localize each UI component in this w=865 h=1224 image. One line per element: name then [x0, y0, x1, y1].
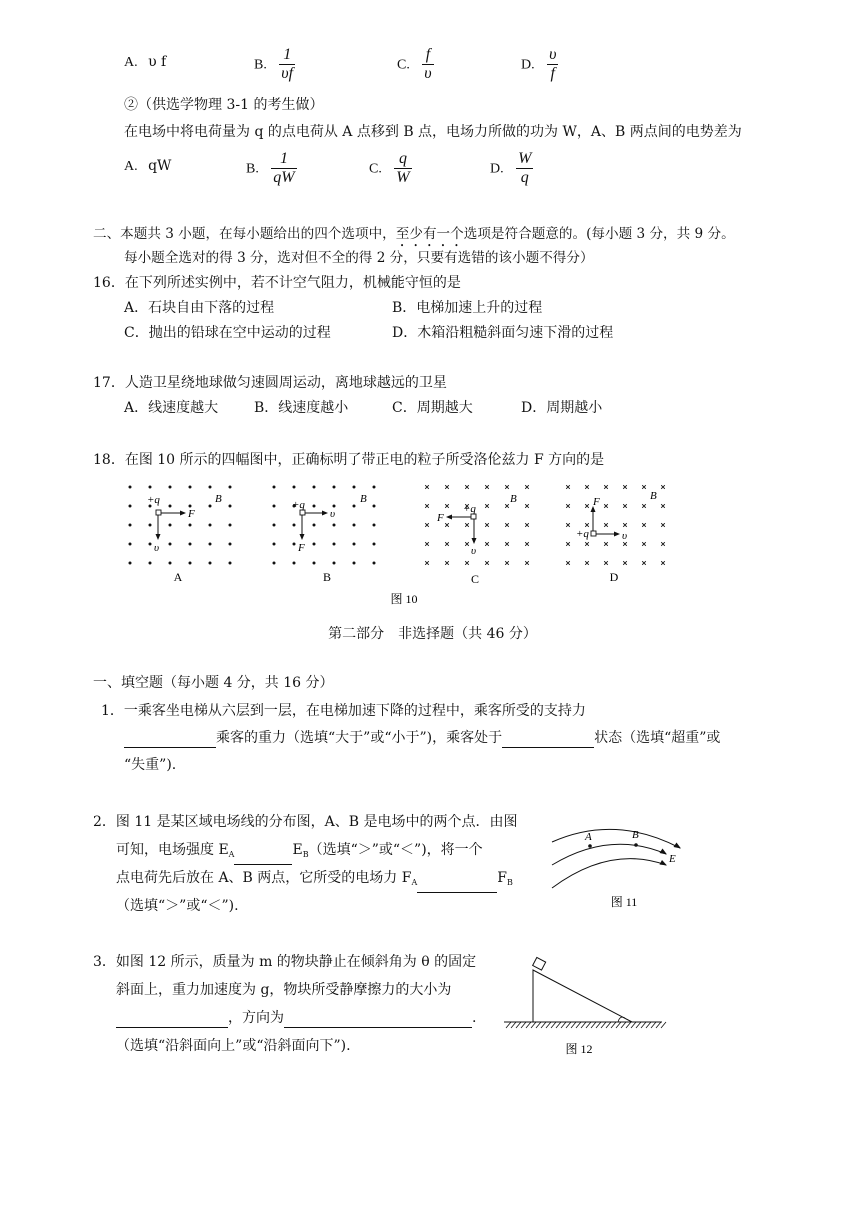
- answer-blank[interactable]: [124, 729, 216, 748]
- hatch-line: [631, 1022, 636, 1028]
- field-cross: [445, 504, 449, 508]
- hatch-line: [661, 1022, 666, 1028]
- field-cross: [585, 561, 589, 565]
- part2-title: 第二部分 非选择题（共 46 分）: [328, 626, 537, 642]
- field-dot: [333, 543, 336, 546]
- hatch-line: [596, 1022, 601, 1028]
- field-label: B: [360, 493, 367, 505]
- field-dot: [229, 486, 232, 489]
- field-cross: [465, 485, 469, 489]
- fraction: $\frac{\upsilon}{f}$: [549, 46, 557, 82]
- figure-12-caption: 图 12: [565, 1042, 593, 1056]
- velocity-label: υ: [154, 542, 160, 554]
- fill2-line4: （选填“＞”或“＜”).: [116, 898, 239, 914]
- hatch-line: [616, 1022, 621, 1028]
- field-cross: [585, 542, 589, 546]
- answer-blank[interactable]: [502, 729, 594, 748]
- field-dot: [333, 486, 336, 489]
- field-dot: [313, 486, 316, 489]
- arrow-head: [674, 843, 682, 849]
- field-dot: [129, 505, 132, 508]
- fill3-line1: 3．如图 12 所示，质量为 m 的物块静止在倾斜角为 θ 的固定: [93, 954, 477, 970]
- field-cross: [566, 542, 570, 546]
- answer-blank[interactable]: [116, 1009, 228, 1028]
- field-cross: [525, 485, 529, 489]
- field-cross: [425, 523, 429, 527]
- option-c: C. $\frac{f}{\upsilon}$: [397, 46, 432, 82]
- fraction: $\frac{1}{qW}$: [273, 150, 295, 186]
- hatch-line: [531, 1022, 536, 1028]
- field-line: [552, 829, 680, 848]
- field-cross: [465, 523, 469, 527]
- hatch-line: [551, 1022, 556, 1028]
- field-cross: [445, 561, 449, 565]
- figure-10-caption: 图 10: [390, 592, 418, 606]
- hatch-line: [536, 1022, 541, 1028]
- fraction: $\frac{q}{W}$: [396, 150, 410, 186]
- hatch-line: [566, 1022, 571, 1028]
- arrow-head: [180, 511, 186, 516]
- field-dot: [353, 543, 356, 546]
- ground-hatching: [506, 1022, 666, 1028]
- q15-part2-title: ②（供选学物理 3-1 的考生做）: [124, 97, 324, 113]
- arrow-head: [446, 515, 452, 520]
- field-dot: [189, 524, 192, 527]
- field-cross: [465, 542, 469, 546]
- field-cross: [661, 504, 665, 508]
- field-dot: [313, 562, 316, 565]
- figure-11-caption: 图 11: [610, 895, 638, 909]
- field-cross: [425, 504, 429, 508]
- field-cross: [505, 542, 509, 546]
- field-cross: [585, 504, 589, 508]
- hatch-line: [576, 1022, 581, 1028]
- hatch-line: [556, 1022, 561, 1028]
- hatch-line: [611, 1022, 616, 1028]
- fill1-line3: “失重”).: [124, 757, 177, 773]
- hatch-line: [636, 1022, 641, 1028]
- field-dot: [353, 486, 356, 489]
- hatch-line: [526, 1022, 531, 1028]
- field-dot: [209, 543, 212, 546]
- q16-option-c: C．抛出的铅球在空中运动的过程: [124, 325, 331, 341]
- fraction: $\frac{f}{\upsilon}$: [424, 46, 432, 82]
- field-dot: [149, 486, 152, 489]
- field-dot: [149, 543, 152, 546]
- field-cross: [642, 561, 646, 565]
- field-grids: [129, 485, 665, 565]
- field-cross: [505, 561, 509, 565]
- field-cross: [505, 523, 509, 527]
- charge-label: +q: [292, 499, 305, 511]
- field-dot: [229, 524, 232, 527]
- hatch-line: [641, 1022, 646, 1028]
- field-dot: [169, 524, 172, 527]
- field-cross: [566, 561, 570, 565]
- panel-label: A: [173, 570, 183, 584]
- field-line: [552, 844, 666, 865]
- velocity-label: υ: [330, 508, 336, 520]
- q17-option-b: B．线速度越小: [254, 400, 349, 416]
- field-cross: [623, 561, 627, 565]
- field-cross: [525, 504, 529, 508]
- field-label: B: [215, 493, 222, 505]
- q15-part2-stem: 在电场中将电荷量为 q 的点电荷从 A 点移到 B 点，电场力所做的功为 W，A、B 两点间的电势差为: [124, 124, 742, 140]
- point-b: [634, 843, 638, 847]
- field-dot: [273, 486, 276, 489]
- field-label: B: [510, 493, 517, 505]
- hatch-line: [646, 1022, 651, 1028]
- particle-box: [591, 531, 596, 536]
- field-cross: [566, 523, 570, 527]
- field-dot: [209, 524, 212, 527]
- fill2-line2: 可知，电场强度 $E_A$ $E_B$（选填“＞”或“＜”)，将一个: [116, 840, 483, 865]
- fill-section-header: 一、填空题（每小题 4 分，共 16 分）: [93, 675, 334, 691]
- field-dot: [293, 543, 296, 546]
- charge-label: +q: [463, 503, 476, 515]
- velocity-label: υ: [471, 545, 477, 557]
- field-cross: [425, 542, 429, 546]
- arrow-head: [660, 860, 668, 866]
- field-cross: [485, 504, 489, 508]
- panel-label: C: [470, 572, 480, 586]
- field-dot: [189, 543, 192, 546]
- field-cross: [566, 504, 570, 508]
- field-cross: [525, 523, 529, 527]
- q16-option-b: B．电梯加速上升的过程: [392, 300, 543, 316]
- field-dot: [149, 524, 152, 527]
- section2-header-line1: 二、本题共 3 小题，在每小题给出的四个选项中，至少有一个选项是符合题意的。(每小题 3 分，共 9 分。: [93, 226, 735, 242]
- field-dot: [129, 524, 132, 527]
- field-cross: [585, 485, 589, 489]
- answer-blank[interactable]: [284, 1009, 472, 1028]
- field-dot: [353, 505, 356, 508]
- charge-label: +q: [147, 494, 160, 506]
- field-cross: [445, 485, 449, 489]
- field-cross: [445, 523, 449, 527]
- field-dot: [373, 562, 376, 565]
- field-dot: [313, 524, 316, 527]
- hatch-line: [581, 1022, 586, 1028]
- block: [533, 957, 546, 970]
- field-dot: [353, 524, 356, 527]
- field-cross: [485, 485, 489, 489]
- particle-box: [156, 510, 161, 515]
- fill3-line4: （选填“沿斜面向上”或“沿斜面向下”).: [116, 1038, 351, 1054]
- field-dot: [129, 543, 132, 546]
- fraction: $\frac{W}{q}$: [518, 150, 532, 186]
- hatch-line: [541, 1022, 546, 1028]
- charge-label: +q: [576, 528, 589, 540]
- emphasis-text: 至少有一个: [395, 226, 464, 242]
- field-label: B: [650, 490, 657, 502]
- field-cross: [623, 523, 627, 527]
- fill1-line1: 1．一乘客坐电梯从六层到一层，在电梯加速下降的过程中，乘客所受的支持力: [101, 703, 586, 719]
- hatch-line: [591, 1022, 596, 1028]
- field-dot: [373, 505, 376, 508]
- field-dot: [373, 524, 376, 527]
- field-dot: [169, 562, 172, 565]
- field-cross: [661, 561, 665, 565]
- force-label: F: [593, 496, 600, 508]
- force-label: F: [188, 508, 195, 520]
- field-cross: [604, 523, 608, 527]
- field-cross: [604, 504, 608, 508]
- hatch-line: [511, 1022, 516, 1028]
- field-dot: [373, 543, 376, 546]
- field-cross: [623, 485, 627, 489]
- field-cross: [642, 523, 646, 527]
- field-cross: [642, 485, 646, 489]
- panel-d: [576, 490, 657, 584]
- fill3-line2: 斜面上，重力加速度为 g，物块所受静摩擦力的大小为: [116, 982, 452, 998]
- field-cross: [425, 485, 429, 489]
- point-a-label: A: [585, 831, 592, 843]
- field-dot: [229, 505, 232, 508]
- velocity-label: υ: [622, 530, 628, 542]
- field-label: E: [669, 853, 676, 865]
- field-cross: [445, 542, 449, 546]
- field-cross: [623, 504, 627, 508]
- hatch-line: [506, 1022, 511, 1028]
- field-dot: [189, 486, 192, 489]
- field-cross: [566, 485, 570, 489]
- field-cross: [604, 542, 608, 546]
- field-cross: [505, 485, 509, 489]
- hatch-line: [561, 1022, 566, 1028]
- field-dot: [353, 562, 356, 565]
- hatch-line: [606, 1022, 611, 1028]
- panel-label: B: [322, 570, 332, 584]
- field-cross: [425, 561, 429, 565]
- field-dot: [209, 486, 212, 489]
- q16-option-a: A．石块自由下落的过程: [124, 300, 275, 316]
- field-dot: [209, 505, 212, 508]
- field-dot: [129, 562, 132, 565]
- field-dot: [169, 543, 172, 546]
- hatch-line: [656, 1022, 661, 1028]
- fraction: $\frac{1}{\upsilon f}$: [281, 46, 294, 82]
- arrow-head: [614, 532, 620, 537]
- hatch-line: [601, 1022, 606, 1028]
- field-cross: [604, 561, 608, 565]
- figure-12: [500, 952, 670, 1057]
- hatch-line: [626, 1022, 631, 1028]
- q17-stem: 17．人造卫星绕地球做匀速圆周运动，离地球越远的卫星: [93, 375, 447, 391]
- q17-option-c: C．周期越大: [392, 400, 473, 416]
- fill2-line3: 点电荷先后放在 A、B 两点，它所受的电场力 $F_A$ $F_B$: [116, 868, 513, 893]
- field-line: [552, 859, 666, 888]
- hatch-line: [621, 1022, 626, 1028]
- option-c: C. $\frac{q}{W}$: [369, 150, 410, 186]
- answer-blank[interactable]: [417, 876, 497, 893]
- field-cross: [485, 542, 489, 546]
- fill1-line2: 乘客的重力（选填“大于”或“小于”)，乘客处于 状态（选填“超重”或: [124, 728, 720, 748]
- arrow-head: [322, 511, 328, 516]
- arrow-head: [300, 534, 305, 540]
- q16-stem: 16．在下列所述实例中，若不计空气阻力，机械能守恒的是: [93, 275, 461, 291]
- field-dot: [209, 562, 212, 565]
- field-dot: [229, 562, 232, 565]
- q16-option-d: D．木箱沿粗糙斜面匀速下滑的过程: [392, 325, 614, 341]
- option-d: D. $\frac{W}{q}$: [490, 150, 532, 186]
- section2-header-line2: 每小题全选对的得 3 分，选对但不全的得 2 分，只要有选错的该小题不得分）: [124, 250, 594, 266]
- field-dot: [293, 562, 296, 565]
- field-cross: [525, 561, 529, 565]
- incline: [533, 970, 632, 1022]
- hatch-line: [571, 1022, 576, 1028]
- field-dot: [313, 505, 316, 508]
- field-cross: [505, 504, 509, 508]
- fill2-line1: 2．图 11 是某区域电场线的分布图，A、B 是电场中的两个点．由图: [93, 814, 518, 830]
- panel-label: D: [609, 570, 619, 584]
- option-b: B. $\frac{1}{qW}$: [246, 150, 295, 186]
- option-a: A. qW: [124, 158, 172, 174]
- field-dot: [293, 524, 296, 527]
- field-cross: [642, 542, 646, 546]
- block-rect: [533, 957, 546, 970]
- field-dot: [293, 486, 296, 489]
- field-dot: [333, 562, 336, 565]
- field-dot: [229, 543, 232, 546]
- panel-b: [292, 493, 367, 584]
- hatch-line: [546, 1022, 551, 1028]
- option-b: B. $\frac{1}{\upsilon f}$: [254, 46, 294, 82]
- angle-mark: [618, 1017, 625, 1022]
- field-dot: [313, 543, 316, 546]
- field-cross: [465, 561, 469, 565]
- field-cross: [485, 561, 489, 565]
- hatch-line: [516, 1022, 521, 1028]
- field-dot: [273, 543, 276, 546]
- point-b-label: B: [632, 829, 639, 841]
- hatch-line: [521, 1022, 526, 1028]
- q17-option-d: D．周期越小: [521, 400, 603, 416]
- field-cross: [661, 523, 665, 527]
- fill3-line3: ，方向为 .: [116, 1008, 476, 1028]
- field-dot: [333, 524, 336, 527]
- hatch-line: [651, 1022, 656, 1028]
- field-dot: [373, 486, 376, 489]
- arrow-head: [660, 849, 668, 855]
- field-dot: [169, 486, 172, 489]
- figure-11: [540, 820, 700, 920]
- field-dot: [273, 505, 276, 508]
- field-cross: [623, 542, 627, 546]
- field-cross: [525, 542, 529, 546]
- field-dot: [129, 486, 132, 489]
- answer-blank[interactable]: [234, 848, 292, 865]
- hatch-line: [586, 1022, 591, 1028]
- force-label: F: [298, 542, 305, 554]
- q17-option-a: A．线速度越大: [124, 400, 219, 416]
- field-dot: [273, 562, 276, 565]
- field-cross: [661, 485, 665, 489]
- field-dot: [149, 562, 152, 565]
- point-a: [588, 844, 592, 848]
- q18-stem: 18．在图 10 所示的四幅图中，正确标明了带正电的粒子所受洛伦兹力 F 方向的是: [93, 452, 605, 468]
- field-cross: [604, 485, 608, 489]
- field-dot: [169, 505, 172, 508]
- field-cross: [585, 523, 589, 527]
- field-cross: [485, 523, 489, 527]
- field-dot: [189, 562, 192, 565]
- field-cross: [642, 504, 646, 508]
- field-cross: [661, 542, 665, 546]
- arrow-head: [472, 538, 477, 544]
- force-label: F: [437, 512, 444, 524]
- option-a: A. υ f: [124, 54, 167, 70]
- option-d: D. $\frac{\upsilon}{f}$: [521, 46, 557, 82]
- arrow-head: [156, 534, 161, 540]
- field-dot: [273, 524, 276, 527]
